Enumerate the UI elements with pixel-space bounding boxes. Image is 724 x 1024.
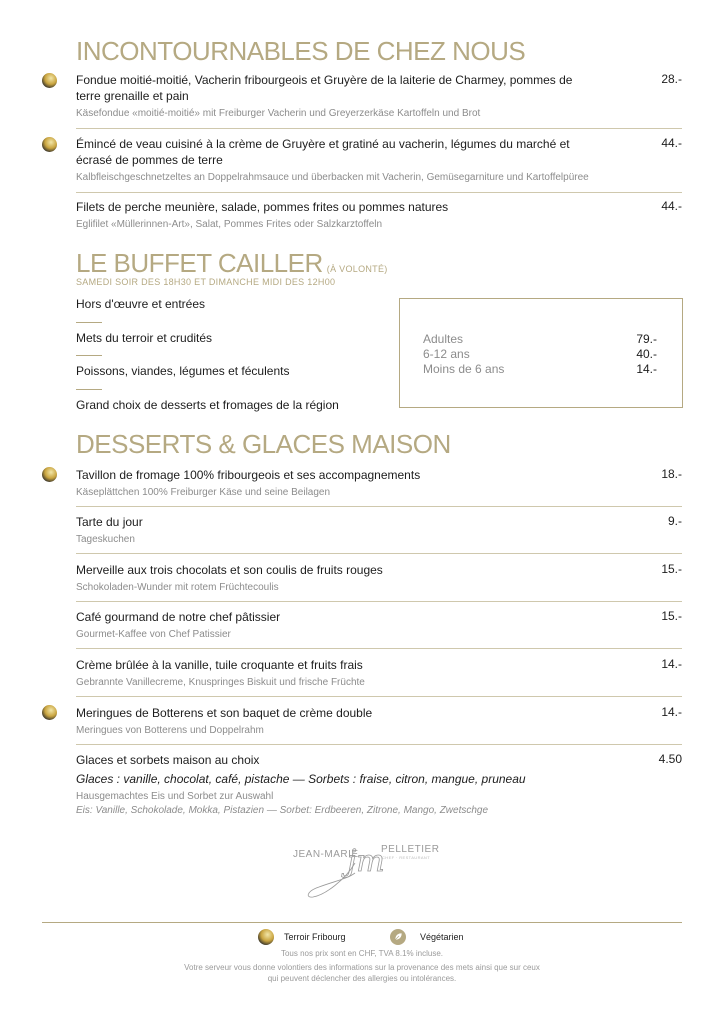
divider <box>76 506 682 507</box>
item-name-de: Eglifilet «Müllerinnen-Art», Salat, Pommes Frites oder Salzkarztoffeln <box>76 219 383 230</box>
footer-allergy-note-2: qui peuvent déclencher des allergies ou intolérances. <box>267 974 457 983</box>
divider <box>76 355 102 356</box>
menu-item <box>76 562 686 595</box>
buffet-item: Hors d'œuvre et entrées <box>76 297 206 311</box>
item-name-fr: Filets de perche meunière, salade, pommes frites ou pommes natures <box>76 200 449 214</box>
signature-left: JEAN-MARIE <box>293 849 359 860</box>
menu-item <box>76 705 686 738</box>
terroir-fribourg-icon <box>42 705 57 720</box>
price-value: 40.- <box>636 347 657 361</box>
vegetarian-leaf-icon <box>390 929 406 945</box>
legend-terroir <box>258 929 346 945</box>
item-price: 4.50 <box>658 752 682 766</box>
terroir-fribourg-icon <box>258 929 274 945</box>
legend-vegetarian-label: Végétarien <box>420 932 464 942</box>
price-row <box>423 332 657 346</box>
menu-item <box>76 467 686 500</box>
price-label: Moins de 6 ans <box>423 362 505 376</box>
footer-vat-note: Tous nos prix sont en CHF, TVA 8.1% incluse. <box>280 949 443 958</box>
menu-item <box>76 72 686 121</box>
signature-monogram: jm <box>347 844 385 879</box>
item-name-de: Gourmet-Kaffee von Chef Patissier <box>76 629 231 640</box>
menu-item <box>76 136 686 185</box>
divider <box>76 696 682 697</box>
price-row <box>423 362 657 376</box>
item-price: 9.- <box>667 514 682 528</box>
buffet-title: LE BUFFET CAILLER <box>76 248 323 278</box>
buffet-item: Mets du terroir et crudités <box>76 331 213 345</box>
item-name-de: Tageskuchen <box>76 534 135 545</box>
divider <box>76 553 682 554</box>
buffet-price-box <box>399 298 683 408</box>
section-title-desserts: DESSERTS & GLACES MAISON <box>76 429 451 459</box>
menu-item <box>76 199 686 232</box>
item-price: 14.- <box>661 657 682 671</box>
buffet-item: Poissons, viandes, légumes et féculents <box>76 364 290 378</box>
item-name-fr: Fondue moitié-moitié, Vacherin fribourgeois et Gruyère de la laiterie de Charmey, pommes de terre grenaille et pain <box>76 73 573 103</box>
item-price: 44.- <box>661 199 682 213</box>
item-name-de: Schokoladen-Wunder mit rotem Früchtecoulis <box>76 582 279 593</box>
divider <box>76 744 682 745</box>
menu-item <box>76 657 686 690</box>
legend-vegetarian <box>390 929 464 945</box>
signature-tagline: CHEF · RESTAURANT <box>382 855 431 860</box>
terroir-fribourg-icon <box>42 73 57 88</box>
divider <box>76 192 682 193</box>
item-price: 15.- <box>661 609 682 623</box>
buffet-subtitle: SAMEDI SOIR DES 18H30 ET DIMANCHE MIDI DES 12H00 <box>76 277 336 287</box>
item-name-de: Käseplättchen 100% Freiburger Käse und seine Beilagen <box>76 487 331 498</box>
item-name-fr: Café gourmand de notre chef pâtissier <box>76 610 281 624</box>
divider <box>76 648 682 649</box>
item-detail-de: Eis: Vanille, Schokolade, Mokka, Pistazien — Sorbet: Erdbeeren, Zitrone, Mango, Zwetschge <box>76 805 489 816</box>
item-name-fr: Tarte du jour <box>76 515 143 529</box>
chef-signature-logo <box>285 835 445 905</box>
item-name-fr: Meringues de Botterens et son baquet de crème double <box>76 706 373 720</box>
price-label: Adultes <box>423 332 464 346</box>
divider <box>76 389 102 390</box>
divider <box>76 128 682 129</box>
legend-terroir-label: Terroir Fribourg <box>284 932 346 942</box>
item-price: 18.- <box>661 467 682 481</box>
buffet-note: (À VOLONTÉ) <box>326 264 388 274</box>
item-name-fr: Crème brûlée à la vanille, tuile croquante et fruits frais <box>76 658 363 672</box>
item-name-de: Gebrannte Vanillecreme, Knuspringes Biskuit und frische Früchte <box>76 677 365 688</box>
price-row <box>423 347 657 361</box>
item-price: 15.- <box>661 562 682 576</box>
item-name-fr: Émincé de veau cuisiné à la crème de Gruyère et gratiné au vacherin, légumes du marché et écrasé de pommes de terre <box>76 137 570 167</box>
item-name-fr: Tavillon de fromage 100% fribourgeois et ses accompagnements <box>76 468 421 482</box>
price-value: 79.- <box>636 332 657 346</box>
price-value: 14.- <box>636 362 657 376</box>
item-name-de: Kalbfleischgeschnetzeltes an Doppelrahmsauce und überbacken mit Vacherin, Gemüsegarniture und Kartoffelpüree <box>76 172 589 183</box>
section-title-buffet <box>76 248 388 279</box>
item-name-de: Hausgemachtes Eis und Sorbet zur Auswahl <box>76 791 274 802</box>
terroir-fribourg-icon <box>42 467 57 482</box>
terroir-fribourg-icon <box>42 137 57 152</box>
item-name-fr: Merveille aux trois chocolats et son coulis de fruits rouges <box>76 563 383 577</box>
menu-item <box>76 609 686 642</box>
item-price: 28.- <box>661 72 682 86</box>
divider <box>76 601 682 602</box>
item-name-fr: Glaces et sorbets maison au choix <box>76 753 260 767</box>
item-price: 14.- <box>661 705 682 719</box>
signature-right: PELLETIER <box>381 844 440 855</box>
section-title-incontournables: INCONTOURNABLES DE CHEZ NOUS <box>76 36 526 66</box>
footer-allergy-note: Votre serveur vous donne volontiers des informations sur la provenance des mets ainsi que sur ceux <box>184 963 540 972</box>
divider <box>76 322 102 323</box>
price-label: 6-12 ans <box>423 347 470 361</box>
menu-item <box>76 514 686 547</box>
item-price: 44.- <box>661 136 682 150</box>
item-name-de: Meringues von Botterens und Doppelrahm <box>76 725 264 736</box>
item-detail-fr: Glaces : vanille, chocolat, café, pistache — Sorbets : fraise, citron, mangue, pruneau <box>76 772 526 786</box>
buffet-item: Grand choix de desserts et fromages de la région <box>76 398 339 412</box>
footer-divider <box>42 922 682 923</box>
menu-item <box>76 752 686 818</box>
item-name-de: Käsefondue «moitié-moitié» mit Freiburger Vacherin und Greyerzerkäse Kartoffeln und Brot <box>76 108 481 119</box>
